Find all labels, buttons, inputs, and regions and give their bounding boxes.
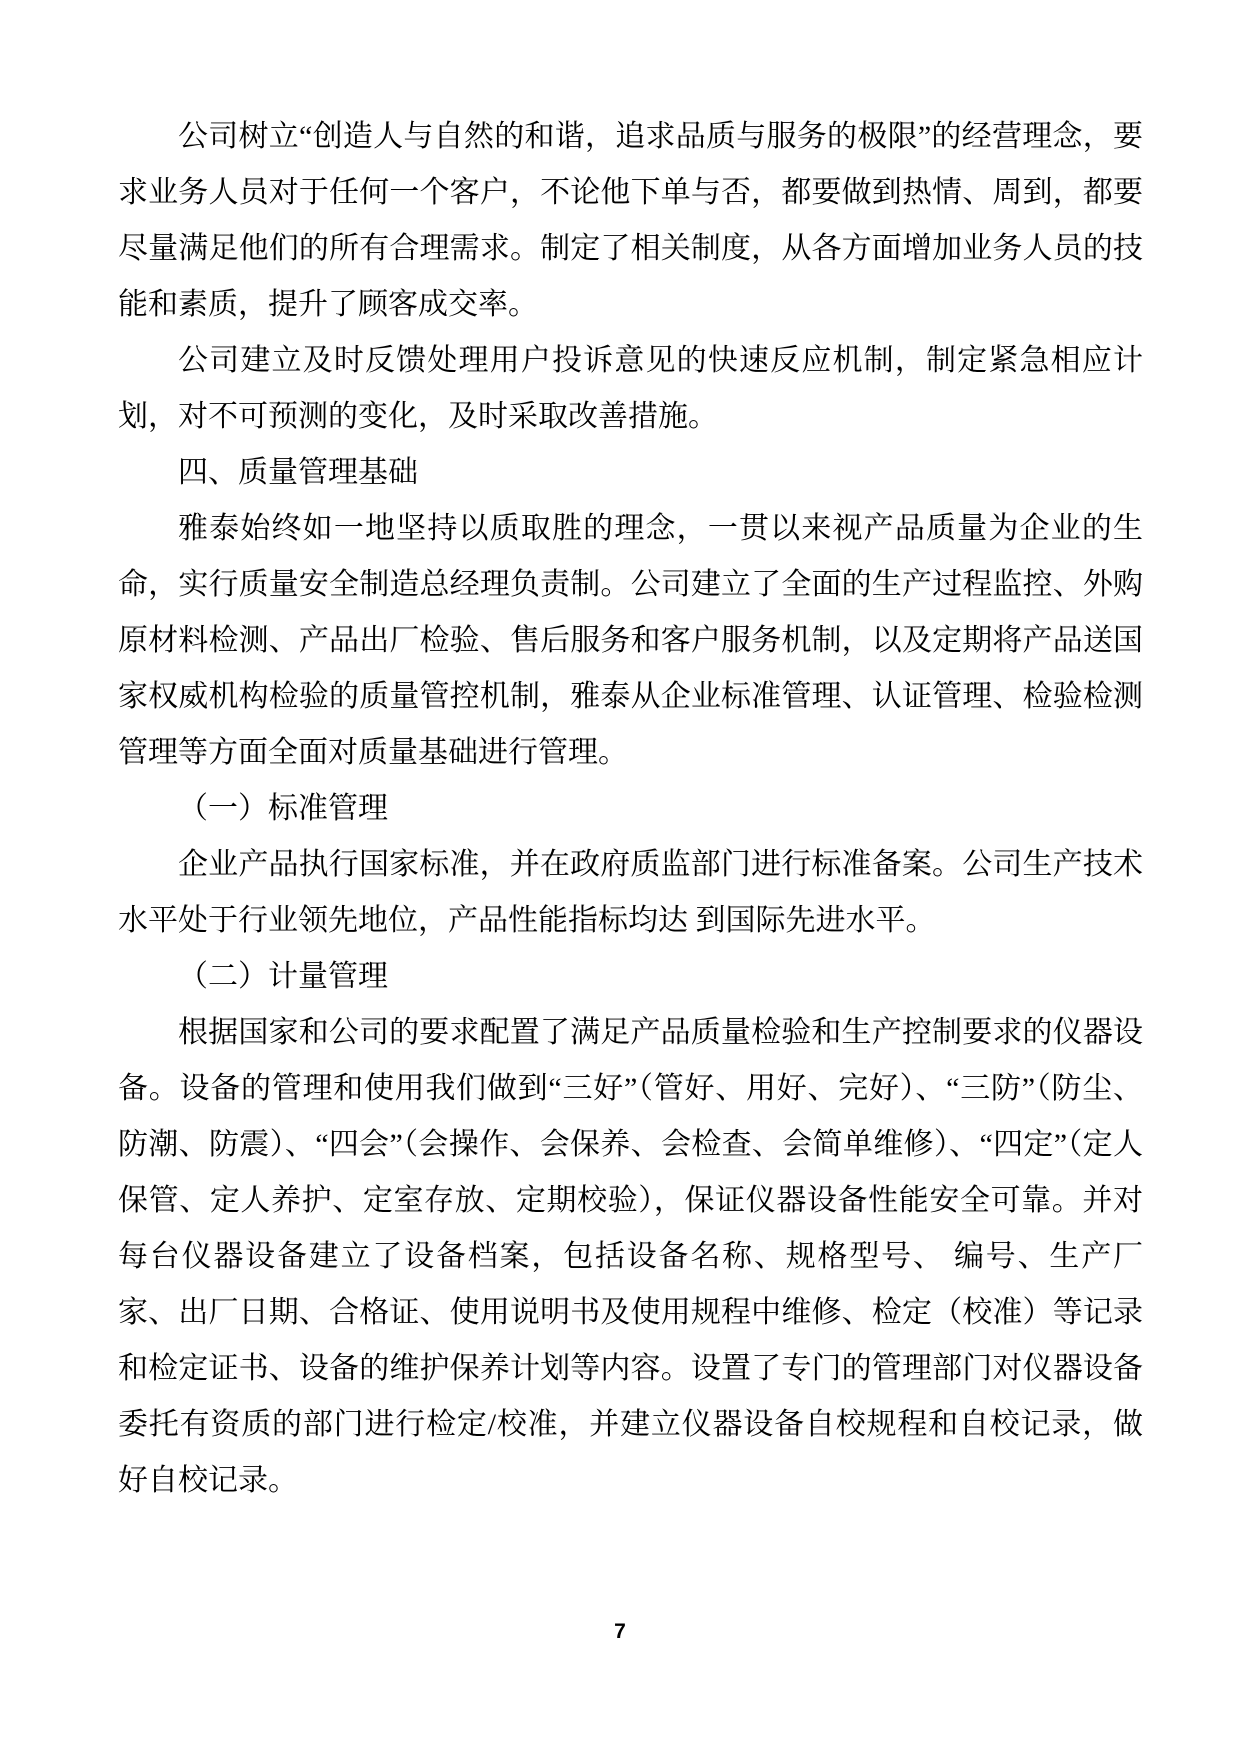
section-heading: 四、质量管理基础 xyxy=(178,456,418,489)
page-number: 7 xyxy=(614,1620,626,1643)
page-footer xyxy=(0,1618,1240,1646)
section-heading: （二）计量管理 xyxy=(178,960,388,993)
paragraph: 公司建立及时反馈处理用户投诉意见的快速反应机制，制定紧急相应计划，对不可预测的变化，及时采取改善措施。 xyxy=(118,344,1143,433)
paragraph: 根据国家和公司的要求配置了满足产品质量检验和生产控制要求的仪器设备。设备的管理和使用我们做到“三好”（管好、用好、完好）、“三防”（防尘、防潮、防震）、“四会”（会操作、会保养、会检查、会简单维修）、“四定”（定人保管、定人养护、定室存放、定期校验），保证仪器设备性能安全可靠。并对每台仪器设备建立了设备档案，包括设备名称、规格型号、 编号、生产厂家、出厂日期、合格证、使用说明书及使用规程中维修、检定（校准）等记录和检定证书、设备的维护保养计划等内容。设置了专门的管理部门对仪器设备委托有资质的部门进行检定/校准，并建立仪器设备自校规程和自校记录，做好自校记录。 xyxy=(118,1016,1143,1497)
document-body xyxy=(118,109,1143,1509)
paragraph: 公司树立“创造人与自然的和谐，追求品质与服务的极限”的经营理念，要求业务人员对于任何一个客户，不论他下单与否，都要做到热情、周到，都要尽量满足他们的所有合理需求。制定了相关制度，从各方面增加业务人员的技能和素质，提升了顾客成交率。 xyxy=(118,120,1143,321)
section-heading: （一）标准管理 xyxy=(178,792,388,825)
paragraph: 企业产品执行国家标准，并在政府质监部门进行标准备案。公司生产技术水平处于行业领先地位，产品性能指标均达 到国际先进水平。 xyxy=(118,848,1143,937)
paragraph: 雅泰始终如一地坚持以质取胜的理念，一贯以来视产品质量为企业的生命，实行质量安全制造总经理负责制。公司建立了全面的生产过程监控、外购原材料检测、产品出厂检验、售后服务和客户服务机制，以及定期将产品送国家权威机构检验的质量管控机制，雅泰从企业标准管理、认证管理、检验检测管理等方面全面对质量基础进行管理。 xyxy=(118,512,1143,769)
